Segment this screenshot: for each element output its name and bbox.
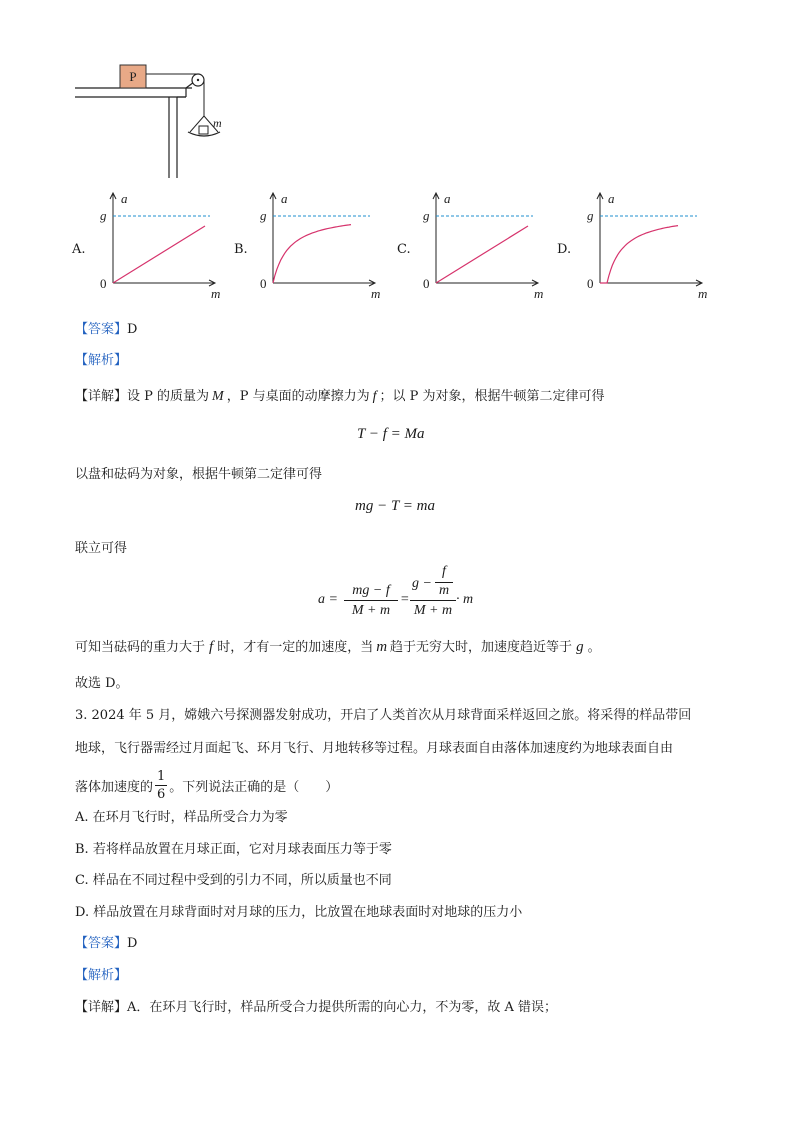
- eq3-lhs: a =: [318, 592, 338, 607]
- q3-analysis-tag: 【解析】: [75, 968, 128, 983]
- q2-text-4d: 。: [587, 640, 601, 655]
- graph-option-label-a: A.: [72, 242, 86, 257]
- q3-fraction: [155, 768, 167, 803]
- x-axis-label: m: [698, 286, 708, 300]
- a-m-curve: [113, 226, 205, 283]
- q3-stem-text-b: 。下列说法正确的是（ ）: [169, 780, 339, 795]
- q2-answer-tag: 【答案】: [75, 322, 128, 337]
- eq3-inner-den: m: [438, 583, 450, 598]
- q2-analysis-tag: 【解析】: [75, 353, 128, 368]
- y-axis-label: a: [608, 191, 615, 206]
- q3-answer: D: [127, 936, 138, 951]
- a-m-curve: [273, 225, 351, 283]
- q2-var-m: M: [212, 389, 224, 404]
- q3-answer-line: [75, 932, 137, 951]
- equation-3: [318, 562, 488, 622]
- eq3-bar2: [410, 600, 456, 601]
- q3-option-c: C. 样品在不同过程中受到的引力不同，所以质量也不同: [75, 873, 392, 888]
- q2-text-4-m: m: [376, 639, 388, 655]
- g-label: g: [587, 208, 594, 223]
- q2-text-4: [75, 636, 601, 656]
- q2-var-f: f: [372, 389, 377, 404]
- origin-label: 0: [423, 276, 430, 291]
- q3-analysis-line: [75, 964, 127, 983]
- q3-answer-tag: 【答案】: [75, 936, 128, 951]
- graph-c: [418, 185, 553, 300]
- graph-b: [255, 185, 390, 300]
- graph-a: [95, 185, 230, 300]
- eq3-tail: · m: [456, 592, 474, 607]
- q2-detail-text-2: ，P 与桌面的动摩擦力为: [226, 389, 370, 404]
- graph-d: [582, 185, 717, 300]
- q2-text-4a: 可知当砝码的重力大于: [75, 640, 206, 655]
- q3-option-b: B. 若将样品放置在月球正面，它对月球表面压力等于零: [75, 842, 392, 857]
- q3-detail-line: [75, 996, 557, 1015]
- q2-text-2: 以盘和砝码为对象，根据牛顿第二定律可得: [75, 467, 323, 482]
- eq3-den1: M + m: [351, 603, 391, 618]
- eq3-num2: g −: [412, 576, 432, 591]
- q2-text-4c: 趋于无穷大时，加速度趋近等于: [390, 640, 573, 655]
- x-axis-label: m: [371, 286, 381, 300]
- apparatus-figure: [70, 60, 240, 185]
- eq3-inner-num: f: [442, 564, 446, 579]
- graph-option-label-c: C.: [397, 242, 411, 257]
- q3-fraction-den: 6: [157, 787, 166, 802]
- eq3-eq: =: [400, 592, 410, 607]
- q2-text-4-f: f: [209, 639, 214, 655]
- hanging-mass-label: m: [213, 116, 222, 130]
- equation-2: mg − T = ma: [355, 498, 435, 514]
- q3-detail-text: A．在环月飞行时，样品所受合力提供所需的向心力，不为零，故 A 错误；: [127, 1000, 558, 1015]
- origin-label: 0: [260, 276, 267, 291]
- q2-answer: D: [127, 322, 138, 337]
- q3-stem-line-2: 地球，飞行器需经过月面起飞、环月飞行、月地转移等过程。月球表面自由落体加速度约为地球表面自由: [75, 741, 674, 756]
- q2-detail-text-3: ；以 P 为对象，根据牛顿第二定律可得: [379, 389, 605, 404]
- q3-stem-text-a: 落体加速度的: [75, 780, 154, 795]
- q2-conclusion: 故选 D。: [75, 676, 129, 691]
- g-label: g: [260, 208, 267, 223]
- q3-stem-line-1: 3. 2024 年 5 月，嫦娥六号探测器发射成功，开启了人类首次从月球背面采样返回之旅。将采得的样品带回: [75, 708, 692, 723]
- x-axis-label: m: [211, 286, 221, 300]
- eq3-den2: M + m: [413, 603, 453, 618]
- q2-answer-line: [75, 318, 137, 337]
- y-axis-label: a: [121, 191, 128, 206]
- graph-option-label-b: B.: [234, 242, 248, 257]
- eq3-num1: mg − f: [352, 583, 390, 598]
- block-p-label: P: [129, 69, 137, 84]
- q2-text-3: 联立可得: [75, 541, 128, 556]
- x-axis-label: m: [534, 286, 544, 300]
- q3-stem-line-3: [75, 770, 338, 805]
- q2-detail-tag: 【详解】: [75, 389, 128, 404]
- g-label: g: [100, 208, 107, 223]
- q2-text-4b: 时，才有一定的加速度，当: [217, 640, 374, 655]
- equation-1: T − f = Ma: [357, 426, 425, 442]
- weight: [199, 126, 208, 134]
- origin-label: 0: [100, 276, 107, 291]
- q3-detail-tag: 【详解】: [75, 1000, 128, 1015]
- eq3-bar1: [344, 600, 398, 601]
- q2-text-4-g: g: [576, 639, 584, 655]
- q3-option-a: A. 在环月飞行时，样品所受合力为零: [75, 810, 288, 825]
- a-m-curve: [436, 226, 528, 283]
- q2-analysis-line: [75, 349, 127, 368]
- q2-detail-text-1: 设 P 的质量为: [127, 389, 210, 404]
- g-label: g: [423, 208, 430, 223]
- q3-fraction-num: 1: [157, 769, 166, 784]
- q2-detail-line: [75, 385, 605, 405]
- origin-label: 0: [587, 276, 594, 291]
- a-m-curve: [600, 226, 678, 283]
- y-axis-label: a: [444, 191, 451, 206]
- graph-option-label-d: D.: [557, 242, 572, 257]
- q3-option-d: D. 样品放置在月球背面时对月球的压力，比放置在地球表面时对地球的压力小: [75, 905, 523, 920]
- y-axis-label: a: [281, 191, 288, 206]
